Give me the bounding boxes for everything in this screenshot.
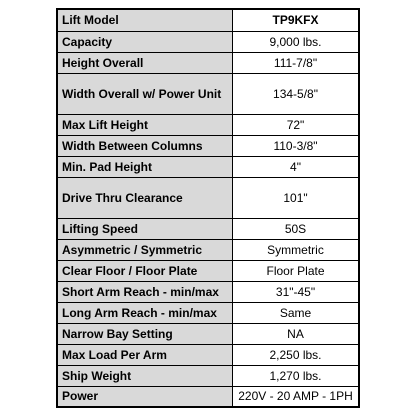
row-value: 9,000 lbs. [233, 31, 360, 52]
row-value: 101" [233, 177, 360, 218]
row-value: 110-3/8" [233, 135, 360, 156]
row-value: 50S [233, 218, 360, 239]
row-label: Asymmetric / Symmetric [57, 239, 233, 260]
table-row [57, 218, 359, 239]
row-value: Same [233, 302, 360, 323]
row-value: 31"-45" [233, 281, 360, 302]
header-value: TP9KFX [233, 9, 360, 31]
row-value: 1,270 lbs. [233, 365, 360, 386]
row-value: Symmetric [233, 239, 360, 260]
table-row [57, 386, 359, 407]
table-row [57, 73, 359, 114]
table-row [57, 52, 359, 73]
table-row [57, 281, 359, 302]
row-label: Width Overall w/ Power Unit [57, 73, 233, 114]
row-label: Clear Floor / Floor Plate [57, 260, 233, 281]
row-value: 72" [233, 114, 360, 135]
table-row [57, 114, 359, 135]
row-value: 4" [233, 156, 360, 177]
table-row [57, 31, 359, 52]
row-label: Capacity [57, 31, 233, 52]
table-row [57, 344, 359, 365]
table-row [57, 239, 359, 260]
row-label: Height Overall [57, 52, 233, 73]
row-value: 2,250 lbs. [233, 344, 360, 365]
table-row [57, 323, 359, 344]
row-label: Power [57, 386, 233, 407]
table-row [57, 302, 359, 323]
row-label: Max Load Per Arm [57, 344, 233, 365]
row-value: 220V - 20 AMP - 1PH [233, 386, 360, 407]
row-label: Ship Weight [57, 365, 233, 386]
row-value: NA [233, 323, 360, 344]
row-label: Narrow Bay Setting [57, 323, 233, 344]
row-label: Long Arm Reach - min/max [57, 302, 233, 323]
row-label: Width Between Columns [57, 135, 233, 156]
row-label: Drive Thru Clearance [57, 177, 233, 218]
row-label: Min. Pad Height [57, 156, 233, 177]
header-label: Lift Model [57, 9, 233, 31]
row-value: 111-7/8" [233, 52, 360, 73]
table-row [57, 260, 359, 281]
table-header-row [57, 9, 359, 31]
row-value: Floor Plate [233, 260, 360, 281]
table-row [57, 365, 359, 386]
row-label: Short Arm Reach - min/max [57, 281, 233, 302]
spec-table [56, 8, 360, 408]
table-row [57, 156, 359, 177]
row-label: Max Lift Height [57, 114, 233, 135]
table-row [57, 135, 359, 156]
table-row [57, 177, 359, 218]
row-label: Lifting Speed [57, 218, 233, 239]
row-value: 134-5/8" [233, 73, 360, 114]
